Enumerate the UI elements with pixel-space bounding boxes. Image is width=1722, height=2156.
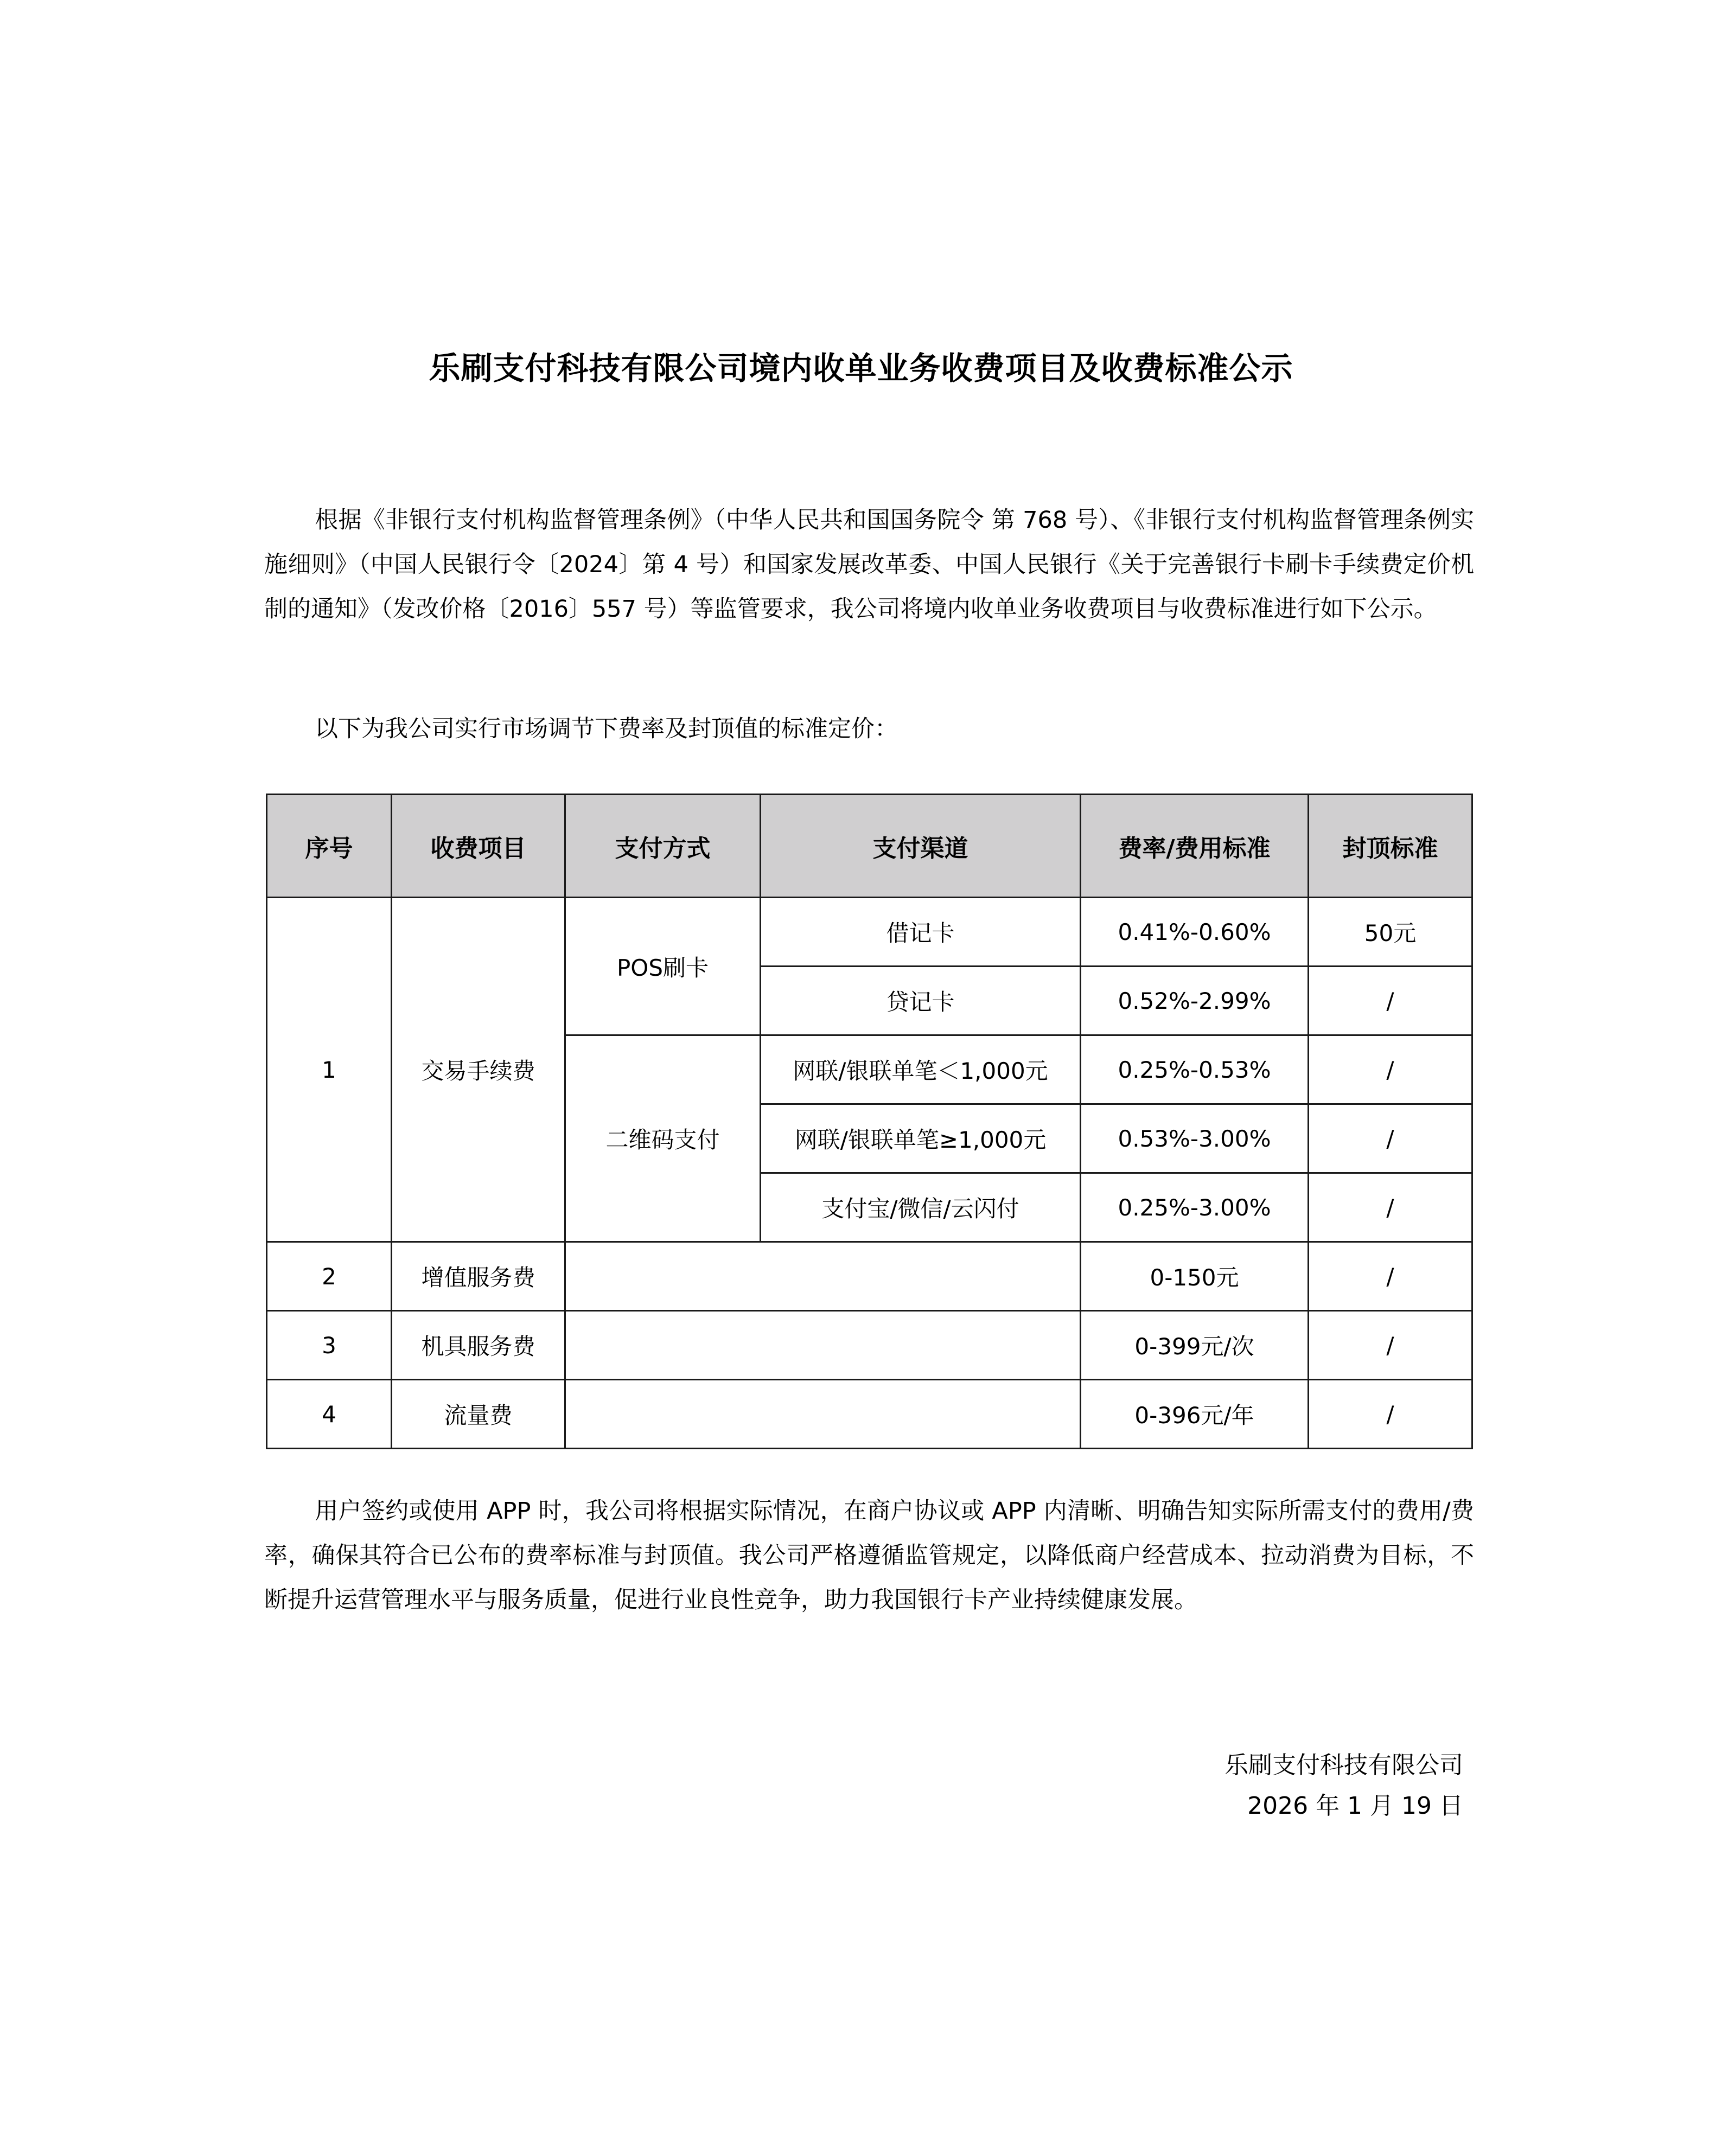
header-channel: 支付渠道 [761, 795, 1081, 898]
cell-channel: 网联/银联单笔≥1,000元 [761, 1104, 1081, 1173]
table-header-row [267, 795, 1472, 898]
cell-cap: 50元 [1309, 898, 1472, 967]
cell-channel: 借记卡 [761, 898, 1081, 967]
fee-table [266, 794, 1473, 1449]
cell-cap: / [1309, 1380, 1472, 1449]
cell-channel: 网联/银联单笔＜1,000元 [761, 1035, 1081, 1104]
cell-cap: / [1309, 967, 1472, 1035]
cell-empty [565, 1311, 1081, 1380]
cell-rate: 0-150元 [1081, 1242, 1309, 1311]
cell-cap: / [1309, 1035, 1472, 1104]
cell-cap: / [1309, 1104, 1472, 1173]
cell-rate: 0.25%-3.00% [1081, 1173, 1309, 1242]
document-title: 乐刷支付科技有限公司境内收单业务收费项目及收费标准公示 [429, 350, 1293, 387]
cell-rate: 0-396元/年 [1081, 1380, 1309, 1449]
header-rate: 费率/费用标准 [1081, 795, 1309, 898]
cell-item: 增值服务费 [392, 1242, 565, 1311]
cell-method: 二维码支付 [565, 1035, 761, 1242]
cell-channel: 贷记卡 [761, 967, 1081, 1035]
cell-cap: / [1309, 1242, 1472, 1311]
cell-rate: 0.25%-0.53% [1081, 1035, 1309, 1104]
table-row [267, 1380, 1472, 1449]
closing-text: 用户签约或使用 APP 时，我公司将根据实际情况，在商户协议或 APP 内清晰、明确告知实际所需支付的费用/费率，确保其符合已公布的费率标准与封顶值。我公司严格遵循监管规定，以降低商户经营成本、拉动消费为目标，不断提升运营管理水平与服务质量，促进行业良性竞争，助力我国银行卡产业持续健康发展。 [264, 1498, 1474, 1614]
intro-text: 根据《非银行支付机构监督管理条例》（中华人民共和国国务院令 第 768 号）、《非银行支付机构监督管理条例实施细则》（中国人民银行令〔2024〕第 4 号）和国家发展改革委、中国人民银行《关于完善银行卡刷卡手续费定价机制的通知》（发改价格〔2016〕557 号）等监管要求，我公司将境内收单业务收费项目与收费标准进行如下公示。 [264, 507, 1474, 623]
cell-cap: / [1309, 1311, 1472, 1380]
cell-channel: 支付宝/微信/云闪付 [761, 1173, 1081, 1242]
cell-empty [565, 1242, 1081, 1311]
cell-no: 2 [267, 1242, 392, 1311]
cell-item: 交易手续费 [392, 898, 565, 1242]
cell-item: 机具服务费 [392, 1311, 565, 1380]
cell-no: 4 [267, 1380, 392, 1449]
cell-rate: 0.53%-3.00% [1081, 1104, 1309, 1173]
table-row [267, 1242, 1472, 1311]
cell-no: 1 [267, 898, 392, 1242]
header-no: 序号 [267, 795, 392, 898]
cell-method: POS刷卡 [565, 898, 761, 1035]
intro-paragraph [264, 498, 1474, 631]
cell-no: 3 [267, 1311, 392, 1380]
header-method: 支付方式 [565, 795, 761, 898]
cell-item: 流量费 [392, 1380, 565, 1449]
cell-rate: 0.41%-0.60% [1081, 898, 1309, 967]
cell-rate: 0.52%-2.99% [1081, 967, 1309, 1035]
signature-company: 乐刷支付科技有限公司 [1224, 1751, 1463, 1779]
header-cap: 封顶标准 [1309, 795, 1472, 898]
signature-date: 2026 年 1 月 19 日 [1247, 1792, 1463, 1820]
table-row [267, 898, 1472, 967]
header-item: 收费项目 [392, 795, 565, 898]
cell-rate: 0-399元/次 [1081, 1311, 1309, 1380]
cell-empty [565, 1380, 1081, 1449]
cell-cap: / [1309, 1173, 1472, 1242]
closing-paragraph [264, 1489, 1474, 1622]
table-lead-paragraph: 以下为我公司实行市场调节下费率及封顶值的标准定价： [315, 715, 898, 743]
table-row [267, 1311, 1472, 1380]
